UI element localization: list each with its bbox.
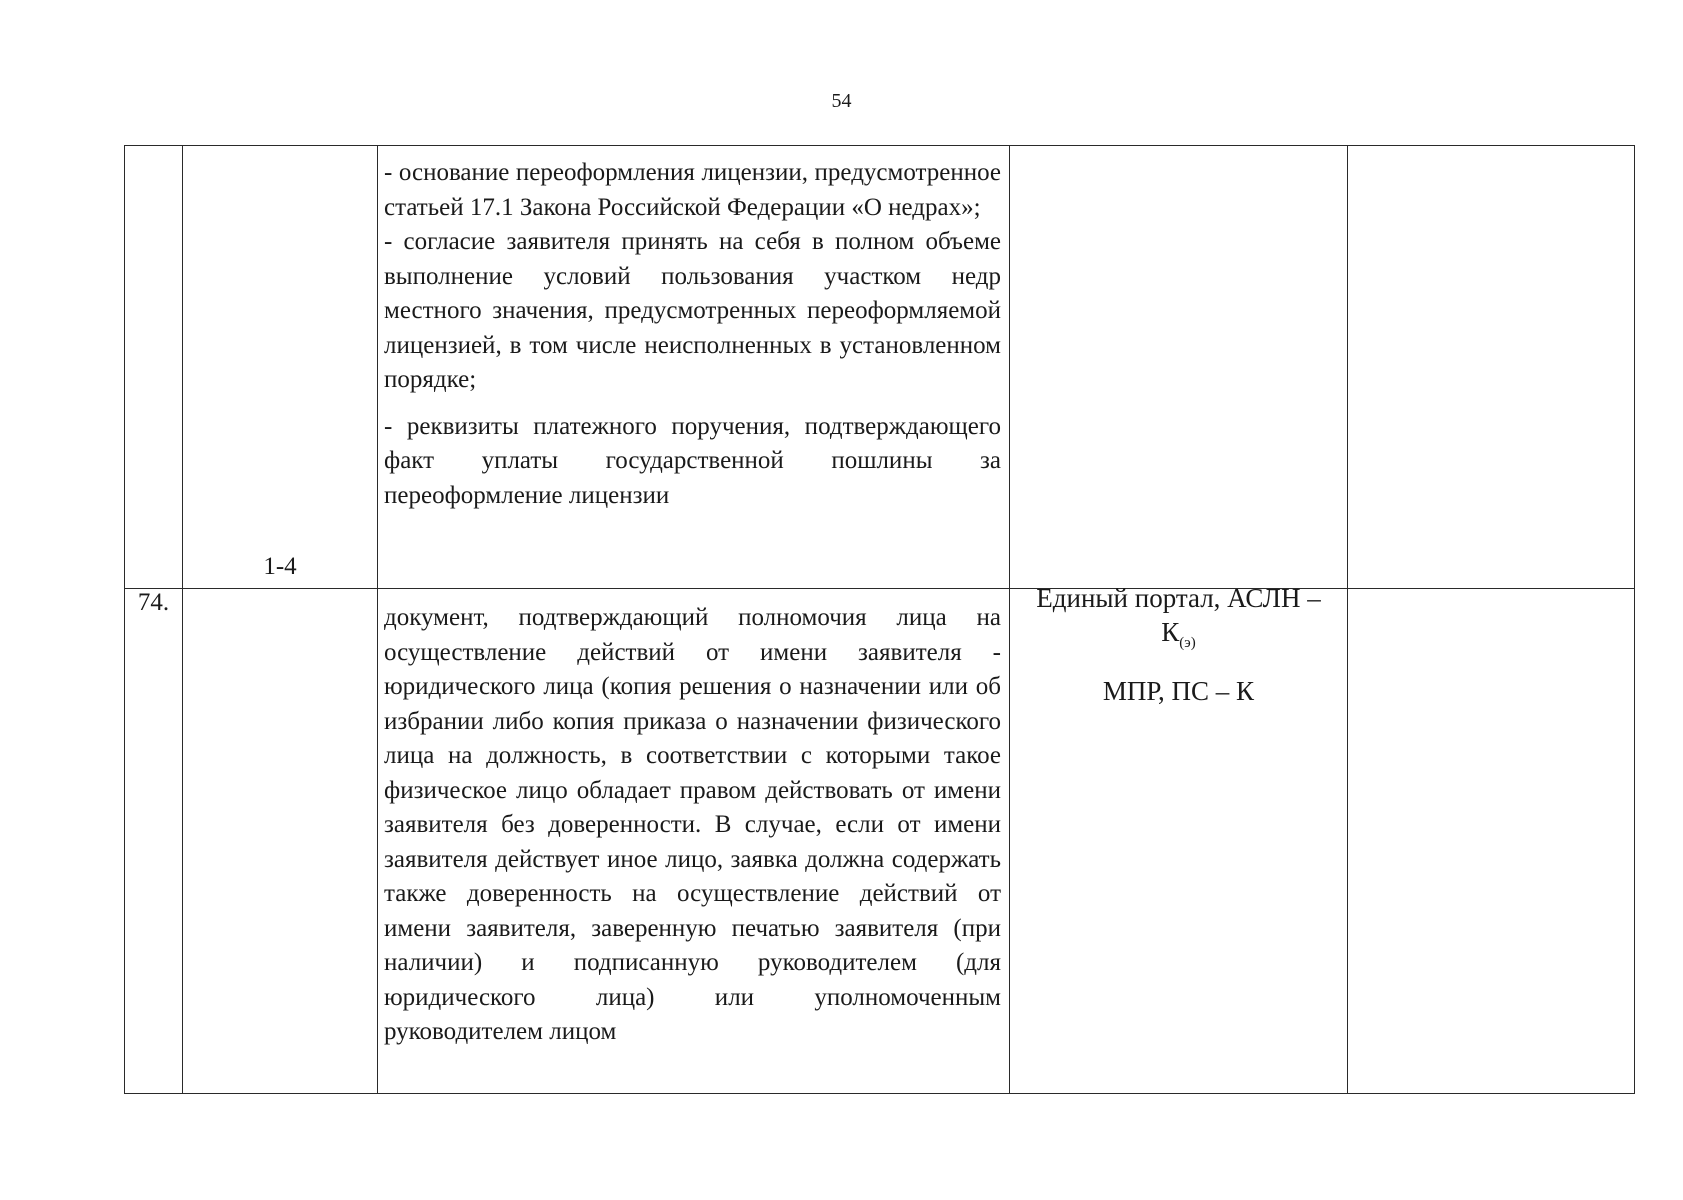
row-code-cell <box>183 553 378 1094</box>
source-k-subscript: (э) <box>1179 635 1196 651</box>
row-number-cell <box>125 146 183 589</box>
source-k-main: К <box>1161 617 1180 647</box>
description-paragraph: - реквизиты платежного поручения, подтверждающего факт уплаты государственной пошлины за переоформление лицензии <box>384 412 1001 509</box>
source-line-mpr: МПР, ПС – К <box>1102 676 1255 706</box>
document-description-cell <box>378 589 1010 1094</box>
description-paragraph: документ, подтверждающий полномочия лица на осуществление действий от имени заявителя - юридического лица (копия решения о назначении или об избрании либо копия приказа о назначении физического лица на должность, в соответствии с которыми такое физическое лицо обладает правом действовать от имени заявителя без доверенности. В случае, если от имени заявителя действует иное лицо, заявка должна содержать также доверенность на осуществление действий от имени заявителя, заверенную печатью заявителя (при наличии) и подписанную руководителем (для юридического лица) или уполномоченным руководителем лицом <box>384 604 1001 1045</box>
note-cell <box>1348 146 1635 589</box>
source-cell <box>1010 583 1348 1094</box>
row-code-value: 1-4 <box>263 553 297 580</box>
document-description-cell <box>378 146 1010 589</box>
description-paragraph: - основание переоформления лицензии, предусмотренное статьей 17.1 Закона Российской Федерации «О недрах»; <box>384 159 1001 221</box>
table-row <box>125 146 1635 589</box>
table-row <box>125 589 1635 1094</box>
row-number-cell: 74. <box>125 589 183 1094</box>
description-paragraph: - согласие заявителя принять на себя в полном объеме выполнение условий пользования участком недр местного значения, предусмотренных переоформляемой лицензией, в том числе неисполненных в установленном порядке; <box>384 228 1001 393</box>
row-code-cell <box>183 146 378 589</box>
document-table <box>124 145 1635 1094</box>
source-line-k <box>1010 615 1347 660</box>
note-cell <box>1348 589 1635 1094</box>
source-line-portal: Единый портал, АСЛН – <box>1036 583 1321 613</box>
source-cell <box>1010 146 1348 589</box>
page-number: 54 <box>831 90 852 112</box>
